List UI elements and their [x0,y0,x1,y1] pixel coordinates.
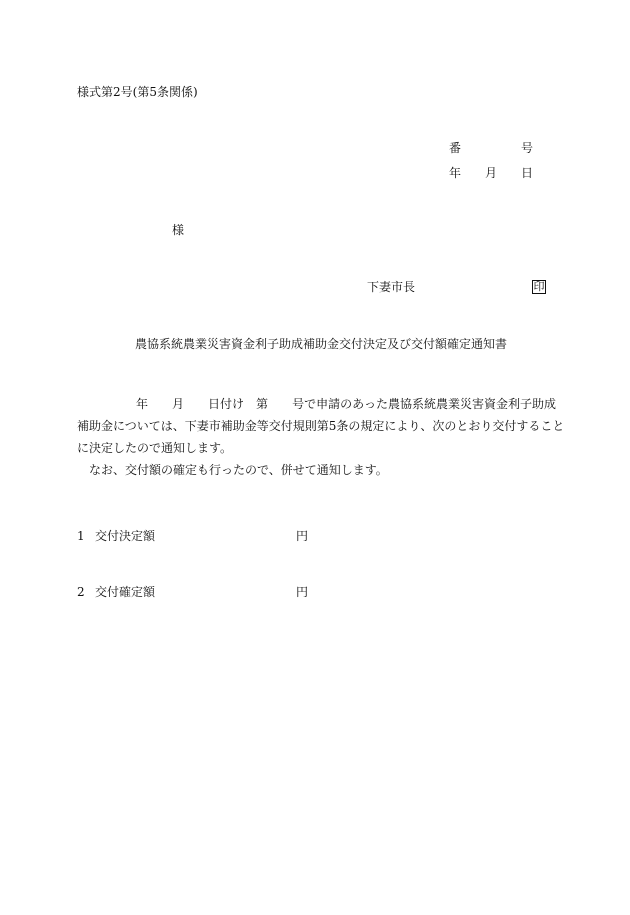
body-paragraph [77,393,565,481]
body-line-1: 年 月 日付け 第 号で申請のあった農協系統農業災害資金利子助成 [136,397,556,411]
date-year-label: 年 [449,166,462,180]
item-2-number: 2 [77,585,85,599]
document-title: 農協系統農業災害資金利子助成補助金交付決定及び交付額確定通知書 [135,337,508,351]
seal-mark [528,280,546,294]
date-month-label: 月 [485,166,498,180]
body-line-3: に決定したので通知します。 [77,441,233,455]
body-line-4: なお、交付額の確定も行ったので、併せて通知します。 [89,463,388,477]
number-label: 番 [449,141,462,155]
item-2-unit: 円 [296,585,309,599]
item-2-label: 交付確定額 [95,585,156,599]
form-id: 様式第2号(第5条関係) [77,85,198,99]
number-suffix: 号 [521,141,534,155]
date-day-label: 日 [521,166,534,180]
addressee-honorific: 様 [172,223,185,237]
item-1-unit: 円 [296,529,309,543]
item-1-number: 1 [77,529,85,543]
seal-icon: 印 [533,280,545,293]
body-line-2: 補助金については、下妻市補助金等交付規則第5条の規定により、次のとおり交付すること [77,419,565,433]
item-1-label: 交付決定額 [95,529,156,543]
sender-title: 下妻市長 [367,280,416,294]
